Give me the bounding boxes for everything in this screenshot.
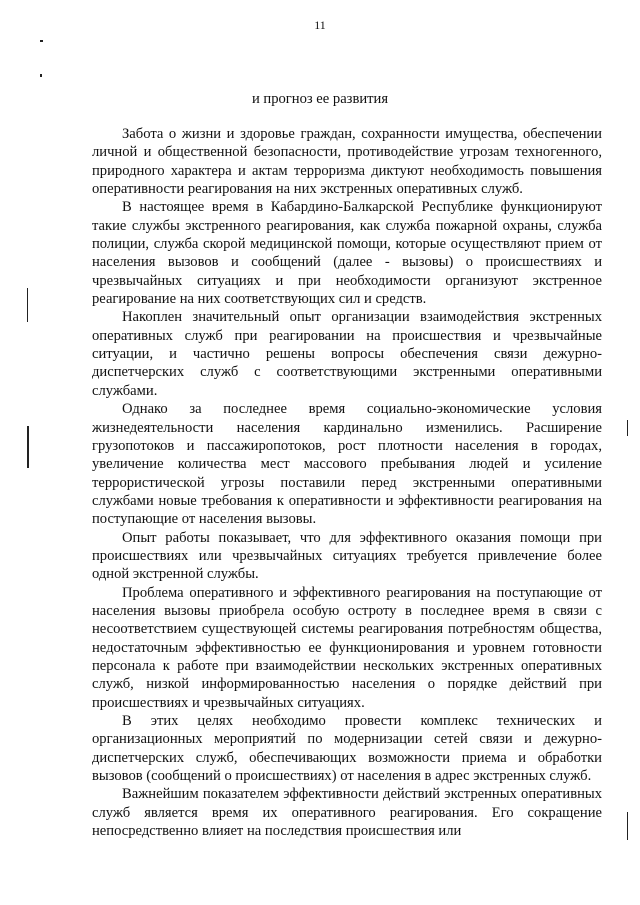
paragraph: В этих целях необходимо провести комплекс технических и организационных мероприятий по модернизации сетей связи и дежурно-диспетчерских служб, обеспечивающих возможности приема и обработки вызовов (сообщений о происшествиях) от населения в адрес экстренных служб.: [92, 713, 602, 785]
scan-mark: [40, 74, 42, 77]
paragraph: Опыт работы показывает, что для эффективного оказания помощи при происшествиях или чрезвычайных ситуациях требуется привлечение более одной экстренной службы.: [92, 529, 602, 583]
paragraph: Однако за последнее время социально-экономические условия жизнедеятельности населения кардинально изменились. Расширение грузопотоков и пассажиропотоков, рост плотности населения в городах, увеличение количества мест массового пребывания людей и усиление террористической угрозы поставили перед экстренными оперативными службами новые требования к оперативности и эффективности реагирования на поступающие от населения вызовы.: [92, 401, 602, 528]
section-heading: и прогноз ее развития: [251, 91, 389, 107]
paragraph: Накоплен значительный опыт организации взаимодействия экстренных оперативных служб при реагировании на происшествия и чрезвычайные ситуации, и частично решены вопросы обеспечения связи дежурно-диспетчерских служб с соответствующими экстренными оперативными службами.: [92, 309, 602, 399]
paragraph: Забота о жизни и здоровье граждан, сохранности имущества, обеспечении личной и общественной безопасности, противодействие угрозам техногенного, природного характера и актам терроризма диктуют необходимость повышения оперативности реагирования на них экстренных оперативных служб.: [92, 126, 602, 198]
scan-mark: [27, 288, 28, 322]
scan-mark: [627, 812, 628, 840]
scan-mark: [27, 426, 29, 468]
paragraph: Проблема оперативного и эффективного реагирования на поступающие от населения вызовы приобрела особую остроту в последнее время в связи с несоответствием существующей системы реагирования потребностям общества, недостаточным эффективностью ее функционирования и уровнем готовности персонала к работе при взаимодействии нескольких экстренных оперативных служб, низкой информированностью населения о порядке действий при происшествиях и чрезвычайных ситуациях.: [92, 584, 602, 711]
paragraph: Важнейшим показателем эффективности действий экстренных оперативных служб является время их оперативного реагирования. Его сокращение непосредственно влияет на последствия происшествия или: [92, 786, 602, 840]
scan-mark: [627, 420, 628, 436]
page-number: 11: [314, 18, 326, 32]
paragraph: В настоящее время в Кабардино-Балкарской Республике функционируют такие службы экстренного реагирования, как служба пожарной охраны, служба полиции, служба скорой медицинской помощи, которые осуществляют прием от населения вызовов и сообщений (далее - вызовы) о происшествиях и чрезвычайных ситуациях и при необходимости организуют экстренное реагирование на них соответствующих сил и средств.: [92, 199, 602, 308]
document-body: [92, 125, 602, 840]
scan-mark: [40, 40, 43, 42]
